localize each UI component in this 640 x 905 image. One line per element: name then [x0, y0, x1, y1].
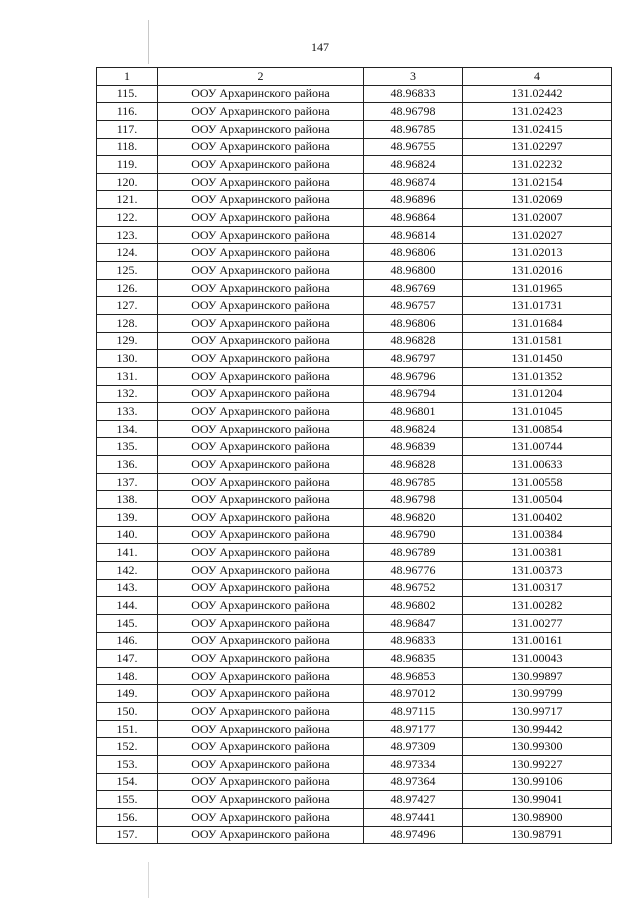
organization-name: ООУ Архаринского района — [158, 332, 364, 350]
latitude-value: 48.96769 — [364, 279, 463, 297]
row-number: 143. — [97, 579, 158, 597]
coordinates-table — [96, 67, 612, 844]
latitude-value: 48.97309 — [364, 738, 463, 756]
longitude-value: 131.01581 — [463, 332, 612, 350]
row-number: 115. — [97, 85, 158, 103]
organization-name: ООУ Архаринского района — [158, 209, 364, 227]
organization-name: ООУ Архаринского района — [158, 85, 364, 103]
row-number: 125. — [97, 262, 158, 280]
table-row — [97, 491, 612, 509]
longitude-value: 131.01731 — [463, 297, 612, 315]
longitude-value: 131.02016 — [463, 262, 612, 280]
organization-name: ООУ Архаринского района — [158, 120, 364, 138]
latitude-value: 48.96814 — [364, 226, 463, 244]
binding-margin-mark-bottom — [148, 862, 149, 898]
organization-name: ООУ Архаринского района — [158, 667, 364, 685]
row-number: 131. — [97, 367, 158, 385]
organization-name: ООУ Архаринского района — [158, 103, 364, 121]
table-row — [97, 791, 612, 809]
longitude-value: 131.00504 — [463, 491, 612, 509]
longitude-value: 131.01965 — [463, 279, 612, 297]
organization-name: ООУ Архаринского района — [158, 808, 364, 826]
organization-name: ООУ Архаринского района — [158, 826, 364, 844]
row-number: 152. — [97, 738, 158, 756]
latitude-value: 48.96824 — [364, 156, 463, 174]
longitude-value: 130.98791 — [463, 826, 612, 844]
organization-name: ООУ Архаринского района — [158, 173, 364, 191]
table-row — [97, 614, 612, 632]
row-number: 127. — [97, 297, 158, 315]
row-number: 140. — [97, 526, 158, 544]
longitude-value: 130.98900 — [463, 808, 612, 826]
row-number: 138. — [97, 491, 158, 509]
table-row — [97, 279, 612, 297]
longitude-value: 131.00402 — [463, 509, 612, 527]
organization-name: ООУ Архаринского района — [158, 579, 364, 597]
row-number: 149. — [97, 685, 158, 703]
organization-name: ООУ Архаринского района — [158, 191, 364, 209]
latitude-value: 48.96789 — [364, 544, 463, 562]
row-number: 118. — [97, 138, 158, 156]
header-col-3: 3 — [364, 68, 463, 86]
row-number: 119. — [97, 156, 158, 174]
latitude-value: 48.96752 — [364, 579, 463, 597]
latitude-value: 48.96790 — [364, 526, 463, 544]
table-row — [97, 385, 612, 403]
longitude-value: 131.00043 — [463, 650, 612, 668]
latitude-value: 48.96806 — [364, 244, 463, 262]
table-row — [97, 191, 612, 209]
row-number: 157. — [97, 826, 158, 844]
longitude-value: 131.01450 — [463, 350, 612, 368]
latitude-value: 48.96833 — [364, 632, 463, 650]
latitude-value: 48.97441 — [364, 808, 463, 826]
organization-name: ООУ Архаринского района — [158, 561, 364, 579]
table-row — [97, 103, 612, 121]
table-row — [97, 262, 612, 280]
longitude-value: 131.00282 — [463, 597, 612, 615]
organization-name: ООУ Архаринского района — [158, 755, 364, 773]
longitude-value: 131.00384 — [463, 526, 612, 544]
longitude-value: 131.01204 — [463, 385, 612, 403]
header-col-4: 4 — [463, 68, 612, 86]
row-number: 144. — [97, 597, 158, 615]
longitude-value: 131.02232 — [463, 156, 612, 174]
table-row — [97, 667, 612, 685]
organization-name: ООУ Архаринского района — [158, 438, 364, 456]
latitude-value: 48.96802 — [364, 597, 463, 615]
organization-name: ООУ Архаринского района — [158, 350, 364, 368]
latitude-value: 48.96833 — [364, 85, 463, 103]
longitude-value: 130.99227 — [463, 755, 612, 773]
latitude-value: 48.96853 — [364, 667, 463, 685]
row-number: 153. — [97, 755, 158, 773]
longitude-value: 131.02069 — [463, 191, 612, 209]
organization-name: ООУ Архаринского района — [158, 614, 364, 632]
table-row — [97, 120, 612, 138]
latitude-value: 48.97115 — [364, 703, 463, 721]
longitude-value: 130.99717 — [463, 703, 612, 721]
latitude-value: 48.97012 — [364, 685, 463, 703]
row-number: 136. — [97, 456, 158, 474]
longitude-value: 131.02154 — [463, 173, 612, 191]
organization-name: ООУ Архаринского района — [158, 773, 364, 791]
row-number: 130. — [97, 350, 158, 368]
row-number: 132. — [97, 385, 158, 403]
organization-name: ООУ Архаринского района — [158, 685, 364, 703]
longitude-value: 131.01045 — [463, 403, 612, 421]
longitude-value: 131.00161 — [463, 632, 612, 650]
table-row — [97, 826, 612, 844]
row-number: 147. — [97, 650, 158, 668]
table-row — [97, 314, 612, 332]
row-number: 134. — [97, 420, 158, 438]
row-number: 150. — [97, 703, 158, 721]
latitude-value: 48.96757 — [364, 297, 463, 315]
table-row — [97, 808, 612, 826]
row-number: 123. — [97, 226, 158, 244]
longitude-value: 130.99799 — [463, 685, 612, 703]
latitude-value: 48.96806 — [364, 314, 463, 332]
organization-name: ООУ Архаринского района — [158, 420, 364, 438]
table-row — [97, 420, 612, 438]
longitude-value: 131.02013 — [463, 244, 612, 262]
latitude-value: 48.96874 — [364, 173, 463, 191]
longitude-value: 131.01352 — [463, 367, 612, 385]
row-number: 121. — [97, 191, 158, 209]
longitude-value: 131.00744 — [463, 438, 612, 456]
table-row — [97, 138, 612, 156]
row-number: 122. — [97, 209, 158, 227]
organization-name: ООУ Архаринского района — [158, 297, 364, 315]
row-number: 139. — [97, 509, 158, 527]
longitude-value: 131.02442 — [463, 85, 612, 103]
organization-name: ООУ Архаринского района — [158, 456, 364, 474]
row-number: 146. — [97, 632, 158, 650]
latitude-value: 48.96847 — [364, 614, 463, 632]
table-row — [97, 173, 612, 191]
latitude-value: 48.97364 — [364, 773, 463, 791]
row-number: 145. — [97, 614, 158, 632]
organization-name: ООУ Архаринского района — [158, 244, 364, 262]
longitude-value: 131.01684 — [463, 314, 612, 332]
row-number: 129. — [97, 332, 158, 350]
longitude-value: 130.99442 — [463, 720, 612, 738]
table-row — [97, 703, 612, 721]
latitude-value: 48.96798 — [364, 103, 463, 121]
table-row — [97, 561, 612, 579]
table-row — [97, 85, 612, 103]
longitude-value: 130.99106 — [463, 773, 612, 791]
latitude-value: 48.97496 — [364, 826, 463, 844]
row-number: 155. — [97, 791, 158, 809]
longitude-value: 131.00277 — [463, 614, 612, 632]
table-row — [97, 685, 612, 703]
table-row — [97, 244, 612, 262]
longitude-value: 130.99041 — [463, 791, 612, 809]
table-row — [97, 526, 612, 544]
table-row — [97, 650, 612, 668]
organization-name: ООУ Архаринского района — [158, 473, 364, 491]
organization-name: ООУ Архаринского района — [158, 262, 364, 280]
table-row — [97, 773, 612, 791]
longitude-value: 131.02297 — [463, 138, 612, 156]
row-number: 128. — [97, 314, 158, 332]
latitude-value: 48.96864 — [364, 209, 463, 227]
table-row — [97, 350, 612, 368]
row-number: 141. — [97, 544, 158, 562]
table-row — [97, 597, 612, 615]
latitude-value: 48.96755 — [364, 138, 463, 156]
header-row — [97, 68, 612, 86]
row-number: 151. — [97, 720, 158, 738]
longitude-value: 131.02007 — [463, 209, 612, 227]
organization-name: ООУ Архаринского района — [158, 279, 364, 297]
organization-name: ООУ Архаринского района — [158, 738, 364, 756]
table-body — [97, 85, 612, 844]
table-row — [97, 473, 612, 491]
organization-name: ООУ Архаринского района — [158, 632, 364, 650]
organization-name: ООУ Архаринского района — [158, 703, 364, 721]
latitude-value: 48.96828 — [364, 456, 463, 474]
latitude-value: 48.97427 — [364, 791, 463, 809]
page-number: 147 — [311, 40, 329, 54]
table-row — [97, 403, 612, 421]
table-row — [97, 544, 612, 562]
longitude-value: 131.00633 — [463, 456, 612, 474]
table-row — [97, 367, 612, 385]
table-row — [97, 438, 612, 456]
table-row — [97, 509, 612, 527]
organization-name: ООУ Архаринского района — [158, 526, 364, 544]
row-number: 148. — [97, 667, 158, 685]
latitude-value: 48.96776 — [364, 561, 463, 579]
latitude-value: 48.96839 — [364, 438, 463, 456]
organization-name: ООУ Архаринского района — [158, 720, 364, 738]
organization-name: ООУ Архаринского района — [158, 491, 364, 509]
latitude-value: 48.96896 — [364, 191, 463, 209]
organization-name: ООУ Архаринского района — [158, 138, 364, 156]
longitude-value: 131.02415 — [463, 120, 612, 138]
table-row — [97, 156, 612, 174]
longitude-value: 131.00381 — [463, 544, 612, 562]
row-number: 137. — [97, 473, 158, 491]
table-row — [97, 720, 612, 738]
longitude-value: 131.02423 — [463, 103, 612, 121]
latitude-value: 48.96785 — [364, 473, 463, 491]
latitude-value: 48.96800 — [364, 262, 463, 280]
longitude-value: 131.02027 — [463, 226, 612, 244]
row-number: 126. — [97, 279, 158, 297]
organization-name: ООУ Архаринского района — [158, 509, 364, 527]
latitude-value: 48.96801 — [364, 403, 463, 421]
row-number: 156. — [97, 808, 158, 826]
longitude-value: 131.00373 — [463, 561, 612, 579]
latitude-value: 48.97177 — [364, 720, 463, 738]
table-row — [97, 579, 612, 597]
table-row — [97, 209, 612, 227]
organization-name: ООУ Архаринского района — [158, 156, 364, 174]
organization-name: ООУ Архаринского района — [158, 403, 364, 421]
row-number: 116. — [97, 103, 158, 121]
organization-name: ООУ Архаринского района — [158, 791, 364, 809]
table-row — [97, 297, 612, 315]
row-number: 154. — [97, 773, 158, 791]
latitude-value: 48.97334 — [364, 755, 463, 773]
latitude-value: 48.96796 — [364, 367, 463, 385]
organization-name: ООУ Архаринского района — [158, 597, 364, 615]
table-row — [97, 226, 612, 244]
latitude-value: 48.96797 — [364, 350, 463, 368]
latitude-value: 48.96835 — [364, 650, 463, 668]
latitude-value: 48.96828 — [364, 332, 463, 350]
organization-name: ООУ Архаринского района — [158, 544, 364, 562]
row-number: 133. — [97, 403, 158, 421]
row-number: 124. — [97, 244, 158, 262]
longitude-value: 131.00317 — [463, 579, 612, 597]
table-row — [97, 755, 612, 773]
longitude-value: 131.00558 — [463, 473, 612, 491]
table-row — [97, 332, 612, 350]
organization-name: ООУ Архаринского района — [158, 314, 364, 332]
header-col-2: 2 — [158, 68, 364, 86]
table-header — [97, 68, 612, 86]
latitude-value: 48.96794 — [364, 385, 463, 403]
row-number: 142. — [97, 561, 158, 579]
organization-name: ООУ Архаринского района — [158, 367, 364, 385]
longitude-value: 130.99897 — [463, 667, 612, 685]
latitude-value: 48.96824 — [364, 420, 463, 438]
row-number: 135. — [97, 438, 158, 456]
latitude-value: 48.96798 — [364, 491, 463, 509]
table-row — [97, 738, 612, 756]
latitude-value: 48.96820 — [364, 509, 463, 527]
latitude-value: 48.96785 — [364, 120, 463, 138]
table-row — [97, 456, 612, 474]
table-row — [97, 632, 612, 650]
longitude-value: 130.99300 — [463, 738, 612, 756]
organization-name: ООУ Архаринского района — [158, 226, 364, 244]
row-number: 117. — [97, 120, 158, 138]
longitude-value: 131.00854 — [463, 420, 612, 438]
organization-name: ООУ Архаринского района — [158, 385, 364, 403]
organization-name: ООУ Архаринского района — [158, 650, 364, 668]
header-col-1: 1 — [97, 68, 158, 86]
row-number: 120. — [97, 173, 158, 191]
